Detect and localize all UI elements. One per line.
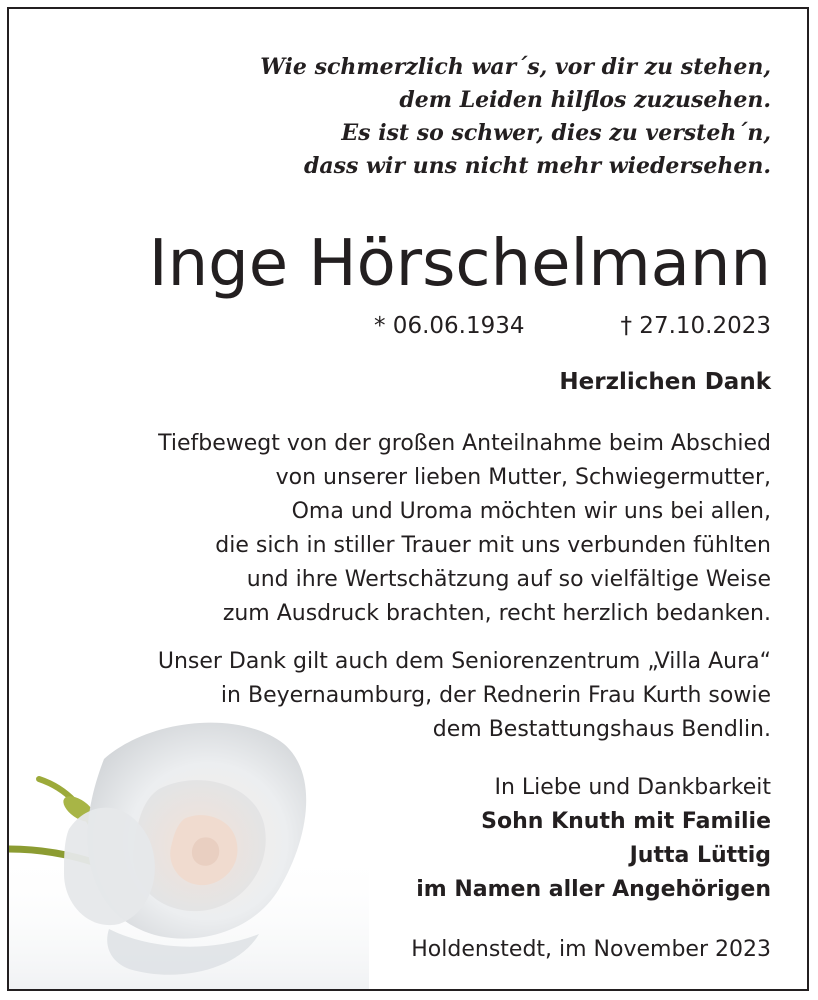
deceased-name: Inge Hörschelmann <box>148 227 771 301</box>
paragraph-line: und ihre Wertschätzung auf so vielfältige Weise <box>246 567 771 592</box>
obituary-frame <box>7 7 809 991</box>
death-date: † 27.10.2023 <box>620 313 771 339</box>
signature-intro: In Liebe und Dankbarkeit <box>494 775 771 800</box>
paragraph-line: Unser Dank gilt auch dem Seniorenzentrum „Villa Aura“ <box>157 649 771 674</box>
signature-line: Sohn Knuth mit Familie <box>481 809 771 834</box>
paragraph-line: in Beyernaumburg, der Rednerin Frau Kurth sowie <box>220 683 771 708</box>
paragraph-line: die sich in stiller Trauer mit uns verbunden fühlten <box>215 533 771 558</box>
place-date: Holdenstedt, im November 2023 <box>411 937 771 962</box>
birth-date: * 06.06.1934 <box>374 313 525 339</box>
paragraph-line: zum Ausdruck brachten, recht herzlich bedanken. <box>222 601 771 626</box>
paragraph-line: Tiefbewegt von der großen Anteilnahme beim Abschied <box>158 431 771 456</box>
poem-line: dass wir uns nicht mehr wiedersehen. <box>303 153 771 179</box>
thanks-heading: Herzlichen Dank <box>559 369 771 395</box>
poem-line: dem Leiden hilflos zuzusehen. <box>399 87 771 113</box>
paragraph-line: dem Bestattungshaus Bendlin. <box>432 717 771 742</box>
signature-line: im Namen aller Angehörigen <box>416 877 771 902</box>
paragraph-line: von unserer lieben Mutter, Schwiegermutter, <box>275 465 771 490</box>
paragraph-line: Oma und Uroma möchten wir uns bei allen, <box>291 499 771 524</box>
poem-line: Wie schmerzlich war´s, vor dir zu stehen, <box>260 54 771 80</box>
acknowledgement-paragraph <box>158 645 771 747</box>
life-dates <box>374 309 771 343</box>
thanks-paragraph <box>158 427 771 631</box>
poem-line: Es ist so schwer, dies zu versteh´n, <box>341 120 771 146</box>
signature-line: Jutta Lüttig <box>629 843 771 868</box>
signature <box>416 771 771 907</box>
poem <box>260 51 771 183</box>
